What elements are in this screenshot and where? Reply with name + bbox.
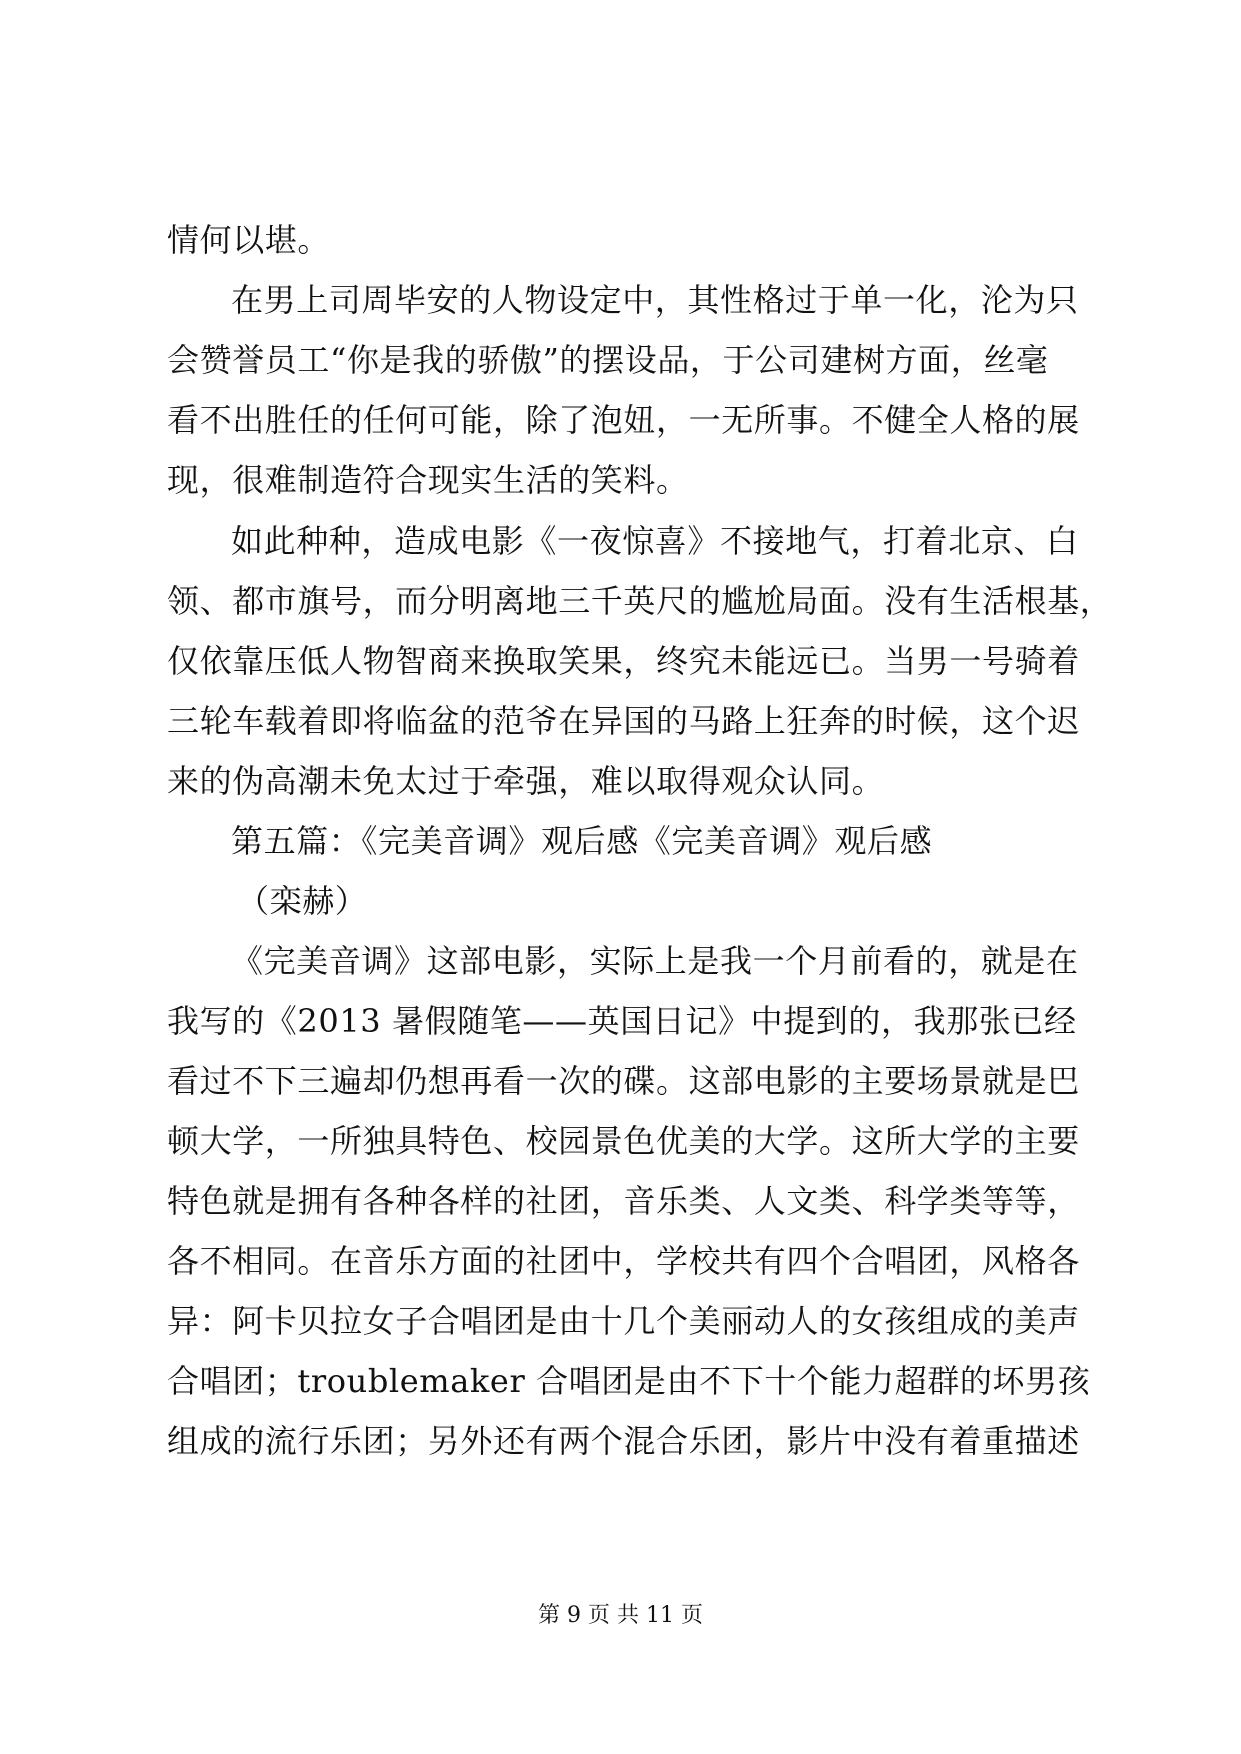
text-line: 现，很难制造符合现实生活的笑料。 bbox=[167, 461, 689, 499]
author-line: （栾赫） bbox=[237, 882, 368, 920]
text-line: 三轮车载着即将临盆的范爷在异国的马路上狂奔的时候，这个迟 bbox=[167, 702, 1080, 740]
text-line: 异：阿卡贝拉女子合唱团是由十几个美丽动人的女孩组成的美声 bbox=[167, 1302, 1080, 1340]
text-line: 《完美音调》这部电影，实际上是我一个月前看的，就是在 bbox=[231, 942, 1079, 980]
text-line: 各不相同。在音乐方面的社团中，学校共有四个合唱团，风格各 bbox=[167, 1242, 1080, 1280]
text-line: 在男上司周毕安的人物设定中，其性格过于单一化，沦为只 bbox=[231, 281, 1079, 319]
text-line: 仅依靠压低人物智商来换取笑果，终究未能远已。当男一号骑着 bbox=[167, 642, 1080, 680]
text-line: 组成的流行乐团；另外还有两个混合乐团，影片中没有着重描述 bbox=[167, 1422, 1080, 1460]
section-heading: 第五篇：《完美音调》观后感《完美音调》观后感 bbox=[231, 822, 933, 860]
text-line: 特色就是拥有各种各样的社团，音乐类、人文类、科学类等等， bbox=[167, 1182, 1080, 1220]
text-line: 会赞誉员工“你是我的骄傲”的摆设品，于公司建树方面，丝毫 bbox=[167, 341, 1049, 379]
text-line: 领、都市旗号，而分明离地三千英尺的尴尬局面。没有生活根基， bbox=[167, 582, 1113, 620]
text-line: 看过不下三遍却仍想再看一次的碟。这部电影的主要场景就是巴 bbox=[167, 1062, 1080, 1100]
text-line: 我写的《2013 暑假随笔——英国日记》中提到的，我那张已经 bbox=[167, 1002, 1077, 1040]
text-line: 顿大学，一所独具特色、校园景色优美的大学。这所大学的主要 bbox=[167, 1122, 1080, 1160]
text-line: 看不出胜任的任何可能，除了泡妞，一无所事。不健全人格的展 bbox=[167, 401, 1080, 439]
text-line: 合唱团；troublemaker 合唱团是由不下十个能力超群的坏男孩 bbox=[167, 1362, 1091, 1400]
text-line: 如此种种，造成电影《一夜惊喜》不接地气，打着北京、白 bbox=[231, 522, 1079, 560]
page-number-footer: 第 9 页 共 11 页 bbox=[538, 1603, 703, 1628]
text-line: 来的伪高潮未免太过于牵强，难以取得观众认同。 bbox=[167, 762, 885, 800]
text-line: 情何以堪。 bbox=[167, 221, 331, 259]
